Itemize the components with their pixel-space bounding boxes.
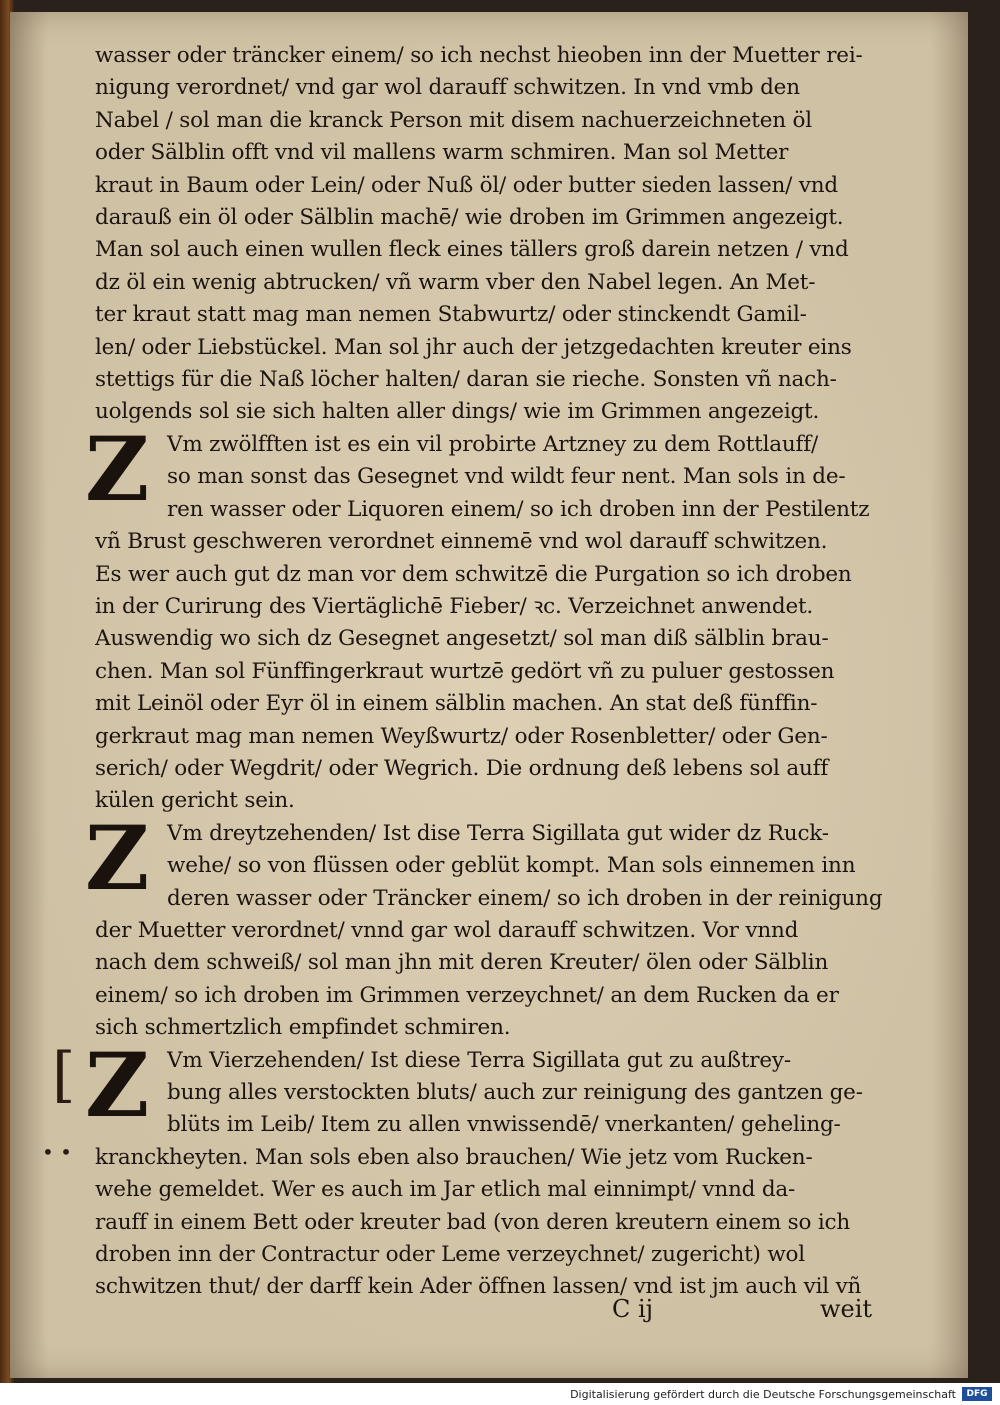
text-line: deren wasser oder Träncker einem/ so ich droben in der reinigung xyxy=(167,885,883,911)
text-line: schwitzen thut/ der darff kein Ader öffnen lassen/ vnd ist jm auch vil vñ xyxy=(95,1274,862,1300)
text-line: Vm Vierzehenden/ Ist diese Terra Sigillata gut zu außtrey- xyxy=(167,1047,791,1073)
credit-text: Digitalisierung gefördert durch die Deutsche Forschungsgemeinschaft xyxy=(570,1388,956,1401)
text-line: kranckheyten. Man sols eben also brauchen/ Wie jetz vom Rucken- xyxy=(95,1144,813,1170)
dfg-logo-icon: DFG xyxy=(962,1387,992,1401)
text-line: oder Sälblin offt vnd vil mallens warm schmiren. Man sol Metter xyxy=(95,140,789,166)
text-line: uolgends sol sie sich halten aller dings/ wie im Grimmen angezeigt. xyxy=(95,399,820,425)
text-line: in der Curirung des Viertäglichē Fieber/ ꝛc. Verzeichnet anwendet. xyxy=(95,593,814,619)
margin-bracket-mark: [ xyxy=(52,1040,76,1110)
text-line: wehe gemeldet. Wer es auch im Jar etlich mal einnimpt/ vnnd da- xyxy=(95,1177,796,1203)
margin-dots: • • xyxy=(42,1140,72,1164)
text-line: külen gericht sein. xyxy=(95,788,295,814)
drop-initial: Z xyxy=(85,1032,150,1137)
text-line: chen. Man sol Fünffingerkraut wurtzē gedört vñ zu puluer gestossen xyxy=(95,658,835,684)
drop-initial: Z xyxy=(85,805,150,910)
text-line: kraut in Baum oder Lein/ oder Nuß öl/ oder butter sieden lassen/ vnd xyxy=(95,172,838,198)
text-line: wehe/ so von flüssen oder geblüt kompt. Man sols einnemen inn xyxy=(167,853,856,879)
text-line: Es wer auch gut dz man vor dem schwitzē die Purgation so ich droben xyxy=(95,561,852,587)
text-line: der Muetter verordnet/ vnnd gar wol darauff schwitzen. Vor vnnd xyxy=(95,917,799,943)
text-line: stettigs für die Naß löcher halten/ daran sie rieche. Sonsten vñ nach- xyxy=(95,367,837,393)
text-line: Vm zwölfften ist es ein vil probirte Artzney zu dem Rottlauff/ xyxy=(167,431,819,457)
text-line: so man sonst das Gesegnet vnd wildt feur nent. Man sols in de- xyxy=(167,464,846,490)
text-line: bung alles verstockten bluts/ auch zur reinigung des gantzen ge- xyxy=(167,1080,863,1105)
text-line: gerkraut mag man nemen Weyßwurtz/ oder Rosenbletter/ oder Gen- xyxy=(95,723,828,749)
text-line: darauß ein öl oder Sälblin machē/ wie droben im Grimmen angezeigt. xyxy=(95,205,844,231)
text-line: wasser oder träncker einem/ so ich nechst hieoben inn der Muetter rei- xyxy=(95,43,863,68)
text-line: len/ oder Liebstückel. Man sol jhr auch der jetzgedachten kreuter eins xyxy=(95,334,852,360)
text-line: vñ Brust geschweren verordnet einnemē vnd wol darauff schwitzen. xyxy=(95,529,828,555)
text-line: nach dem schweiß/ sol man jhn mit deren Kreuter/ ölen oder Sälblin xyxy=(95,950,829,976)
text-line: Vm dreytzehenden/ Ist dise Terra Sigillata gut wider dz Ruck- xyxy=(167,820,829,846)
text-line: ren wasser oder Liquoren einem/ so ich droben inn der Pestilentz xyxy=(167,496,870,522)
text-line: nigung verordnet/ vnd gar wol darauff schwitzen. In vnd vmb den xyxy=(95,75,800,101)
text-line: ter kraut statt mag man nemen Stabwurtz/ oder stinckendt Gamil- xyxy=(95,302,807,328)
text-line: Auswendig wo sich dz Gesegnet angesetzt/ sol man diß sälblin brau- xyxy=(95,626,829,652)
catchword: weit xyxy=(820,1295,873,1323)
paragraph-twelfth xyxy=(85,416,895,818)
text-line: sich schmertzlich empfindet schmiren. xyxy=(95,1015,511,1041)
text-line: mit Leinöl oder Eyr öl in einem sälblin machen. An stat deß fünffin- xyxy=(95,691,818,717)
page-text xyxy=(85,40,895,1304)
text-line: rauff in einem Bett oder kreuter bad (von deren kreutern einem so ich xyxy=(95,1209,851,1235)
text-line: Man sol auch einen wullen fleck eines tällers groß darein netzen / vnd xyxy=(95,237,849,263)
signature-mark: C ij xyxy=(612,1295,654,1323)
credit-bar xyxy=(0,1383,1000,1405)
text-line: Nabel / sol man die kranck Person mit disem nachuerzeichneten öl xyxy=(95,107,812,133)
drop-initial: Z xyxy=(85,416,150,521)
paragraph-thirteenth xyxy=(85,805,895,1045)
text-line: dz öl ein wenig abtrucken/ vñ warm vber den Nabel legen. An Met- xyxy=(95,269,816,295)
text-line: blüts im Leib/ Item zu allen vnwissendē/ vnerkanten/ geheling- xyxy=(167,1112,841,1138)
paragraph-fourteenth xyxy=(85,1032,895,1304)
text-line: droben inn der Contractur oder Leme verzeychnet/ zugericht) wol xyxy=(95,1242,805,1268)
text-line: einem/ so ich droben im Grimmen verzeychnet/ an dem Rucken da er xyxy=(95,982,839,1008)
text-line: serich/ oder Wegdrit/ oder Wegrich. Die ordnung deß lebens sol auff xyxy=(95,755,829,781)
